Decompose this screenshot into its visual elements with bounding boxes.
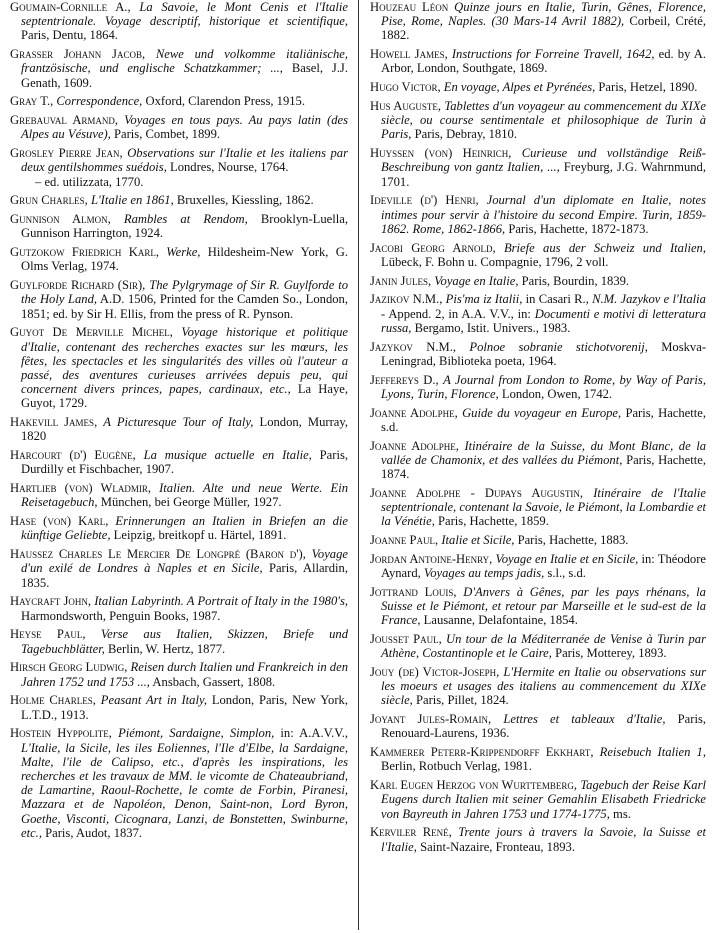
bib-entry	[370, 439, 706, 482]
bib-entry	[370, 80, 706, 94]
entry-title: D'Anvers à Gênes, par les pays rhénans, la Suisse et le Piémont, et retour par Marseille et le sud-est de la France,	[381, 584, 706, 628]
entry-publication: Ansbach, Gassert, 1808.	[149, 674, 276, 689]
entry-author: Grosley Pierre Jean,	[10, 146, 128, 161]
bib-entry	[370, 825, 706, 853]
entry-title: Polnoe sobranie stichotvorenij,	[469, 339, 648, 354]
entry-author: Gutzokow Friedrich Karl,	[10, 245, 167, 260]
bib-entry	[10, 245, 348, 273]
entry-publication: Paris, Hachette, 1872-1873.	[505, 221, 649, 236]
entry-title: En voyage, Alpes et Pyrénées,	[443, 80, 596, 95]
right-column	[370, 0, 706, 858]
entry-publication: London, Owen, 1742.	[498, 386, 613, 401]
entry-title: L'Hermite en Italie ou observations sur les moeurs et usages des italiens au commencement du XIXe siècle,	[381, 665, 706, 708]
entry-author: Joanne Adolphe,	[370, 405, 463, 420]
entry-title: A Picturesque Tour of Italy,	[103, 415, 254, 430]
entry-publication: Berlin, W. Hertz, 1877.	[104, 641, 226, 656]
entry-title: Voyage d'un exilé de Londres à Naples et en Sicile,	[21, 547, 348, 576]
entry-title: The Pylgrymage of Sir R. Guylforde to the Holy Land,	[21, 278, 348, 307]
entry-title: Tagebuch der Reise Karl Eugens durch Italien mit seiner Gemahlin Elisabeth Friedricke von Bayreuth in Jahren 1753 und 1774-1775,	[381, 778, 706, 821]
entry-title: Journal d'un diplomate en Italie, notes intimes pour servir à l'histoire du second Empire. Turin, 1859-1862. Rome, 1862-1866,	[381, 193, 706, 236]
column-separator	[358, 0, 359, 930]
entry-publication: Saint-Nazaire, Fronteau, 1893.	[416, 839, 575, 854]
entry-title: Instructions for Forreine Travell, 1642,	[451, 47, 655, 62]
entry-title: Voyage en Italie et en Sicile,	[495, 551, 639, 566]
entry-title: Rambles at Rendom,	[123, 212, 248, 227]
entry-publication: Paris, Hachette, s.d.	[381, 405, 706, 434]
entry-author: Haycraft John,	[10, 594, 95, 609]
entry-author: Grasser Johann Jacob,	[10, 47, 156, 62]
bib-entry	[370, 632, 706, 660]
entry-title: La musique actuelle en Italie,	[143, 448, 312, 463]
entry-title: Newe und volkomme italiänische, frantzösische, und englische Schatzkammer; ...,	[21, 47, 348, 76]
entry-title: Italie et Sicile,	[441, 533, 515, 548]
bib-entry	[10, 514, 348, 542]
entry-author: Hakevill James,	[10, 415, 104, 430]
entry-author: Hostein Hyppolite,	[10, 726, 119, 741]
entry-author: Harcourt (d') Eugène,	[10, 448, 144, 463]
entry-title: Briefe aus der Schweiz und Italien,	[503, 240, 706, 255]
entry-publication: Paris, Pillet, 1824.	[412, 693, 509, 708]
entry-author: Guylforde Richard (Sir),	[10, 278, 150, 293]
entry-title: Piémont, Sardaigne, Simplon,	[118, 726, 275, 741]
entry-publication: Paris, Hachette, 1883.	[514, 533, 629, 548]
entry-publication: Harmondsworth, Penguin Books, 1987.	[21, 608, 221, 623]
bib-entry	[370, 47, 706, 75]
entry-publication: Paris, Combet, 1899.	[110, 127, 221, 142]
entry-author: Guyot De Merville Michel,	[10, 325, 182, 340]
entry-publication: Hildesheim-New York, G. Olms Verlag, 1974.	[21, 245, 348, 274]
bib-entry	[370, 533, 706, 547]
bib-entry	[10, 448, 348, 476]
bib-entry	[370, 241, 706, 269]
bib-entry	[370, 712, 706, 740]
entry-publication-tertiary: Bergamo, Istit. Univers., 1983.	[411, 320, 571, 335]
entry-author: Joanne Adolphe,	[370, 438, 465, 453]
entry-author: Joyant Jules-Romain,	[370, 712, 504, 727]
entry-title: Tablettes d'un voyageur au commencement du XIXe siècle, ou course sentimentale et philosophique de Turin à Paris,	[381, 99, 706, 142]
entry-publication: ms.	[609, 806, 631, 821]
entry-author: Kerviler René,	[370, 825, 459, 840]
entry-title: Reisebuch Italien 1,	[599, 745, 706, 760]
entry-author: Jottrand Louis,	[370, 584, 464, 599]
entry-author: Kammerer Peterr-Krippendorff Ekkhart,	[370, 745, 600, 760]
entry-author: Jouy (de) Victor-Joseph,	[370, 665, 504, 680]
entry-title: Itinéraire de la Suisse, du Mont Blanc, de la vallée de Chamonix, et des vallées du Piémont,	[381, 438, 706, 467]
entry-title: Observations sur l'Italie et les italiens par deux gentilshommes suédois,	[21, 146, 348, 175]
entry-title-secondary: N.M. Jazykov e l'Italia	[592, 292, 706, 307]
entry-title: Voyage historique et politique d'Italie, contenant des recherches exactes sur les mœurs, les fêtes, les spectacles et les singularités des villes où l'auteur a passé, des aventures curieuses arrivées depuis peu, qui concernent divers princes, papes, cardinaux, etc.,	[21, 325, 349, 397]
bib-entry	[10, 0, 348, 43]
entry-publication: Londres, Nourse, 1764.	[166, 160, 289, 175]
entry-publication: Oxford, Clarendon Press, 1915.	[142, 94, 305, 109]
entry-title: La Savoie, le Mont Cenis et l'Italie septentrionale. Voyage descriptif, historique et scientifique,	[21, 0, 348, 29]
entry-publication: Paris, Renouard-Laurens, 1936.	[381, 712, 707, 741]
bib-entry	[370, 486, 706, 529]
entry-title: Curieuse und vollständige Reiß-Beschreibung von gantz Italien, ...,	[381, 146, 706, 175]
entry-author: Hugo Victor,	[370, 80, 444, 95]
bib-entry	[370, 552, 706, 580]
entry-publication: Moskva-Leningrad, Biblioteka poeta, 1964.	[381, 339, 707, 368]
entry-publication: in Casari R.,	[522, 292, 593, 307]
entry-publication: Paris, Dentu, 1864.	[21, 28, 118, 43]
bib-entry	[10, 627, 348, 655]
bib-entry	[10, 212, 348, 240]
entry-author: Jacobi Georg Arnold,	[370, 240, 504, 255]
entry-author: Janin Jules,	[370, 273, 435, 288]
entry-author: Hase (von) Karl,	[10, 514, 116, 529]
entry-publication: London, Murray, 1820	[21, 415, 348, 444]
entry-title: Italian Labyrinth. A Portrait of Italy in the 1980's,	[94, 594, 348, 609]
entry-publication: Bruxelles, Kiessling, 1862.	[173, 193, 314, 208]
bib-entry	[370, 193, 706, 236]
bib-entry	[10, 660, 348, 688]
left-column	[10, 0, 348, 845]
entry-publication: Paris, Durdilly et Fischbacher, 1907.	[21, 448, 349, 477]
entry-author: Karl Eugen Herzog von Wurttemberg,	[370, 778, 581, 793]
bib-entry	[10, 693, 348, 721]
entry-title: Werke,	[166, 245, 201, 260]
entry-publication: Basel, J.J. Genath, 1609.	[21, 61, 348, 90]
entry-title: Trente jours à travers la Savoie, la Suisse et l'Italie,	[381, 825, 706, 854]
bib-entry	[10, 146, 348, 189]
entry-publication: Corbeil, Crété, 1882.	[381, 14, 706, 43]
entry-author: Haussez Charles Le Mercier De Longpré (Baron d'),	[10, 547, 312, 562]
entry-title: Lettres et tableaux d'Italie,	[503, 712, 666, 727]
entry-title-tertiary: Documenti e motivi di letteratura russa,	[381, 306, 706, 335]
bib-entry	[370, 585, 706, 628]
bib-entry	[370, 745, 706, 773]
bib-entry	[370, 274, 706, 288]
bib-entry	[370, 292, 706, 335]
bib-entry	[10, 278, 348, 321]
bib-entry	[370, 146, 706, 189]
bib-entry	[370, 99, 706, 142]
entry-author: Jordan Antoine-Henry,	[370, 551, 496, 566]
bib-entry	[10, 726, 348, 840]
entry-publication: Paris, Motterey, 1893.	[551, 646, 667, 661]
entry-author: Gray T.,	[10, 94, 57, 109]
entry-title: Verse aus Italien, Skizzen, Briefe und Tagebuchblätter,	[21, 627, 349, 656]
entry-title: Correspondence,	[56, 94, 143, 109]
entry-title: L'Italie en 1861,	[90, 193, 174, 208]
entry-publication: München, bei George Müller, 1927.	[97, 495, 282, 510]
entry-author: Jousset Paul,	[370, 632, 447, 647]
entry-publication: Paris, Allardin, 1835.	[21, 561, 348, 590]
entry-title: Pis'ma iz Italii,	[445, 292, 523, 307]
entry-publication: Paris, Hachette, 1874.	[381, 452, 707, 482]
entry-title: Voyage en Italie,	[434, 273, 519, 288]
entry-title: Italien. Alte und neue Werte. Ein Reisetagebuch,	[21, 481, 348, 510]
entry-title: A Journal from London to Rome, by Way of Paris, Lyons, Turin, Florence,	[381, 372, 706, 401]
entry-author: Joanne Paul,	[370, 533, 442, 548]
bib-entry	[10, 594, 348, 622]
entry-author: Hus Auguste,	[370, 99, 445, 113]
entry-title: Itinéraire de l'Italie septentrionale, contenant la Savoie, le Piémont, la Lombardie et la Vénétie,	[381, 485, 706, 529]
entry-publication: in: Théodore Aynard,	[381, 551, 707, 581]
entry-author: Holme Charles,	[10, 693, 101, 708]
bib-entry	[10, 113, 348, 141]
bib-entry	[10, 481, 348, 509]
entry-publication: Lausanne, Delafontaine, 1854.	[420, 613, 578, 628]
bib-entry	[10, 547, 348, 590]
entry-title-secondary: Voyages au temps jadis,	[423, 566, 545, 581]
entry-author: Hartlieb (von) Wladmir,	[10, 481, 160, 496]
entry-title: Reisen durch Italien und Frankreich in den Jahren 1752 und 1753 ...,	[21, 660, 348, 689]
entry-author: Jazikov N.M.,	[370, 292, 446, 307]
entry-author: Grebauval Armand,	[10, 113, 125, 128]
entry-title: Voyages en tous pays. Au pays latin (des Alpes au Vésuve),	[21, 113, 348, 142]
entry-author: Joanne Adolphe - Dupays Augustin,	[370, 485, 594, 500]
entry-publication: Paris, Bourdin, 1839.	[518, 273, 630, 288]
entry-publication: in: A.A.V.V.,	[274, 726, 348, 741]
entry-author: Gunnison Almon,	[10, 212, 124, 227]
entry-title: Un tour de la Méditerranée de Venise à Turin par Athène, Costantinople et le Caire,	[381, 632, 706, 661]
bib-entry	[10, 325, 348, 410]
entry-author: Huyssen (von) Heinrich,	[370, 146, 522, 161]
entry-publication-secondary: Paris, Audot, 1837.	[41, 825, 143, 840]
entry-author: Ideville (d') Henri,	[370, 193, 487, 208]
entry-title-secondary: L'Italie, la Sicile, les iles Eoliennes, l'Ile d'Elbe, la Sardaigne, Malte, l'ile de Calipso, etc., d'après les inspirations, les recherches et les travaux de MM. le vicomte de Chateaubriand, de Lamartine, Raoul-Rochette, le comte de Forbin, Piranesi, Mazzara et de Napoléon, Denon, Saint-non, Lord Byron, Goethe, Visconti, Cicognara, Lanzi, de Bonstetten, Swinburne, etc.,	[21, 740, 348, 840]
entry-publication-secondary: - Append. 2, in A.A. V.V., in:	[381, 306, 535, 321]
entry-author: Grun Charles,	[10, 193, 91, 208]
bib-entry	[370, 778, 706, 821]
bib-entry	[370, 340, 706, 368]
entry-publication: Freyburg, J.G. Wahrnmund, 1701.	[381, 160, 706, 189]
entry-title: Peasant Art in Italy,	[100, 693, 207, 708]
entry-publication: Paris, Hachette, 1859.	[434, 514, 549, 529]
entry-title: Erinnerungen an Italien in Briefen an die künftige Geliebte,	[21, 514, 348, 543]
bib-entry	[10, 94, 348, 108]
bib-entry	[370, 0, 706, 43]
entry-publication: Paris, Debray, 1810.	[411, 127, 517, 142]
entry-publication: Lübeck, F. Bohn u. Compagnie, 1796, 2 voll.	[381, 254, 609, 269]
entry-title: Quinze jours en Italie, Turin, Gênes, Florence, Pise, Rome, Naples. (30 Mars-14 Avril 1882),	[381, 0, 706, 29]
bib-entry	[10, 415, 348, 443]
entry-author: Houzeau Léon	[370, 0, 455, 14]
entry-publication: Brooklyn-Luella, Gunnison Harrington, 1924.	[21, 212, 348, 241]
entry-publication: La Haye, Guyot, 1729.	[21, 382, 348, 411]
entry-publication: A.D. 1506, Printed for the Camden So., London, 1851; ed. by Sir H. Ellis, from the press of R. Pynson.	[21, 292, 348, 321]
bib-entry	[370, 373, 706, 401]
bib-entry	[10, 47, 348, 90]
entry-author: Jeffereys D.,	[370, 372, 444, 387]
entry-publication: Berlin, Rotbuch Verlag, 1981.	[381, 759, 532, 774]
entry-author: Jazykov N.M.,	[370, 339, 470, 354]
entry-publication: Paris, Hetzel, 1890.	[595, 80, 698, 95]
entry-publication: ed. by A. Arbor, London, Southgate, 1869.	[381, 47, 707, 76]
entry-author: Hirsch Georg Ludwig,	[10, 660, 131, 675]
entry-publication: London, Paris, New York, L.T.D., 1913.	[21, 693, 348, 722]
bib-entry	[10, 193, 348, 207]
entry-author: Howell James,	[370, 47, 452, 62]
entry-title: Guide du voyageur en Europe,	[462, 405, 622, 420]
bib-entry	[370, 406, 706, 434]
entry-author: Heyse Paul,	[10, 627, 101, 642]
entry-note: – ed. utilizzata, 1770.	[35, 174, 144, 189]
entry-publication: Leipzig, breitkopf u. Härtel, 1891.	[110, 528, 287, 543]
entry-publication-secondary: s.l., s.d.	[544, 566, 586, 581]
bib-entry	[370, 665, 706, 708]
entry-author: Goumain-Cornille A.,	[10, 0, 140, 14]
